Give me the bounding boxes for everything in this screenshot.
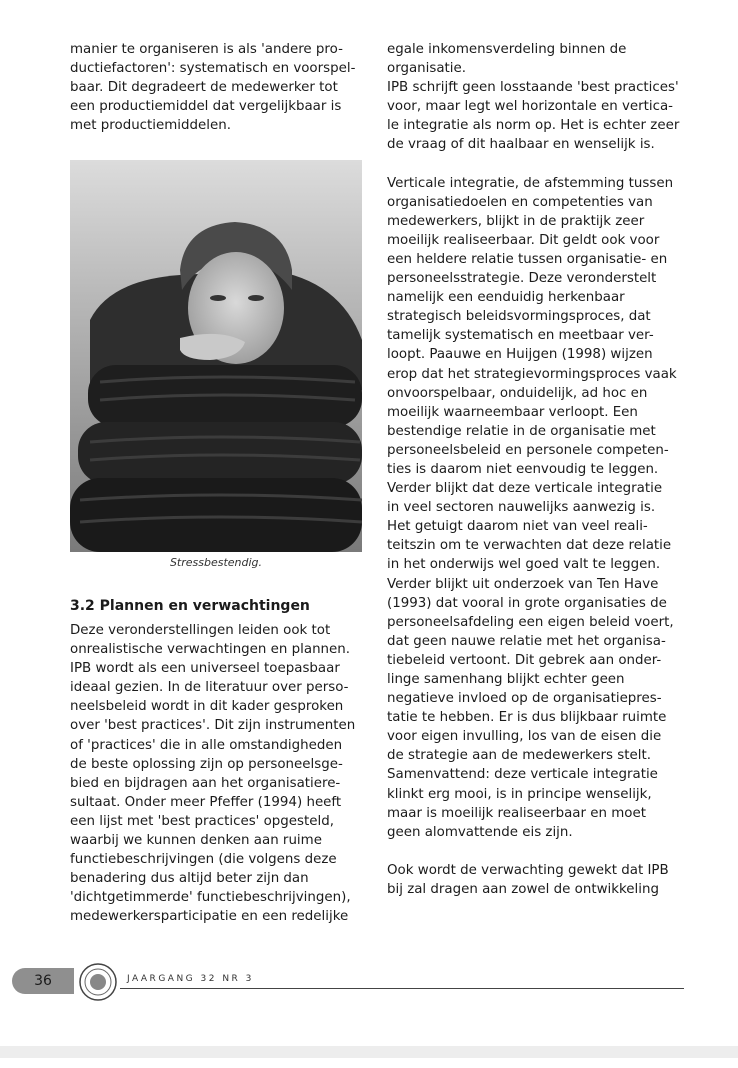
paragraph: Deze veronderstellingen leiden ook tot onrealistische verwachtingen en plannen. IPB wordt als een universeel toepasbaar ideaal gezien. In de literatuur over perso- neelsbeleid wordt in dit kader gesproken over 'best practices'. Dit zijn instrumenten of 'practices' die in alle omstandigheden de beste oplossing zijn op personeelsge- bied en bijdragen aan het organisatiere- sultaat. Onder meer Pfeffer (1994) heeft een lijst met 'best practices' opgesteld, waarbij we kunnen denken aan ruime functiebeschrijvingen (die volgens deze benadering dus altijd beter zijn dan 'dichtgetimmerde' functiebeschrijvingen), medewerkersparticipatie en een redelijke (70, 623, 356, 925)
left-column-bottom (70, 621, 370, 927)
section-heading: 3.2 Plannen en verwachtingen (70, 598, 310, 614)
boy-in-tires-photo (70, 160, 362, 552)
paragraph: Ook wordt de verwachting gewekt dat IPB bij zal dragen aan zowel de ontwikkeling (387, 862, 669, 897)
paragraph: egale inkomensverdeling binnen de organisatie. IPB schrijft geen losstaande 'best practices' voor, maar legt wel horizontale en vertica- le integratie als norm op. Het is echter zeer de vraag of dit haalbaar en wenselijk is. (387, 42, 680, 153)
photo-caption: Stressbestendig. (169, 556, 263, 569)
photo (70, 160, 362, 552)
footer-rule (120, 988, 684, 989)
paragraph: Verticale integratie, de afstemming tussen organisatiedoelen en competenties van medewerkers, blijkt in de praktijk zeer moeilijk realiseerbaar. Dit geldt ook voor een heldere relatie tussen organisatie- en personeelsstrategie. Deze veronderstelt namelijk een eenduidig herkenbaar strategisch beleidsvormingsproces, dat tamelijk systematisch en meetbaar ver- loopt. Paauwe en Huijgen (1998) wijzen erop dat het strategievormingsproces vaak onvoorspelbaar, onduidelijk, ad hoc en moeilijk waarneembaar verloopt. Een bestendige relatie in de organisatie met personeelsbeleid en personele competen- ties is daarom niet eenvoudig te leggen. Verder blijkt dat deze verticale integratie in veel sectoren nauwelijks aanwezig is. Het getuigt daarom niet van veel reali- teitszin om te verwachten dat deze relatie in het onderwijs wel goed valt te leggen. Verder blijkt uit onderzoek van Ten Have (1993) dat vooral in grote organisaties de personeelsafdeling een eigen beleid voert, dat geen nauwe relatie met het organisa- tiebeleid vertoont. Dit gebrek aan onder- linge samenhang blijkt echter geen negatieve invloed op de organisatiepres- tatie te hebben. Er is dus blijkbaar ruimte voor eigen invulling, los van de eisen die de strategie aan de medewerkers stelt. Samenvattend: deze verticale integratie klinkt erg mooi, is in principe wenselijk, maar is moeilijk realiseerbaar en moet geen alomvattende eis zijn. (387, 175, 677, 840)
left-column-top (70, 40, 370, 135)
page-number: 36 (12, 968, 74, 994)
journal-issue: JAARGANG 32 NR 3 (127, 974, 254, 984)
right-column (387, 40, 691, 899)
journal-seal-icon (78, 962, 118, 1002)
paragraph: manier te organiseren is als 'andere pro- ductiefactoren': systematisch en voorspel- baar. Dit degradeert de medewerker tot een productiemiddel dat vergelijkbaar is met productiemiddelen. (70, 42, 356, 134)
page-footer (0, 960, 738, 1000)
scan-edge (0, 1046, 738, 1058)
